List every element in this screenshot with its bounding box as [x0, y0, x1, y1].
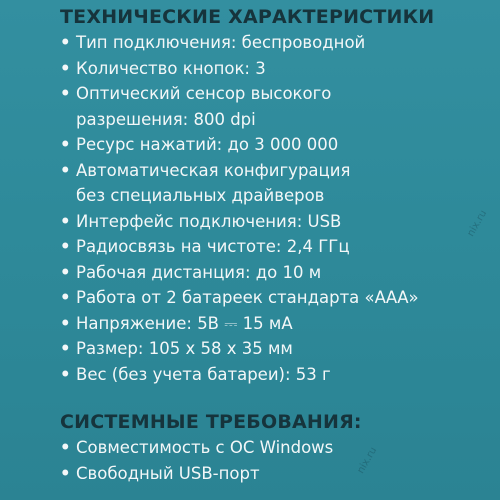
bullet-icon: •: [60, 211, 71, 231]
tech-specs-list: [60, 30, 490, 387]
tech-specs-title: ТЕХНИЧЕСКИЕ ХАРАКТЕРИСТИКИ: [60, 6, 435, 28]
bullet-icon: •: [60, 339, 71, 358]
bullet-icon: •: [60, 58, 71, 78]
spec-item: [60, 158, 490, 209]
spec-item: [60, 336, 490, 362]
system-requirements-list: [60, 435, 490, 486]
bullet-icon: •: [60, 33, 71, 52]
spec-text: Вес (без учета батареи): 53 г: [76, 364, 331, 384]
spec-text: Тип подключения: беспроводной: [76, 33, 366, 52]
spec-item: [60, 56, 490, 82]
bullet-icon: •: [60, 160, 71, 180]
system-requirements-title: СИСТЕМНЫЕ ТРЕБОВАНИЯ:: [60, 411, 362, 433]
spec-text: Напряжение: 5В ⎓ 15 мА: [76, 313, 293, 333]
bullet-icon: •: [60, 313, 71, 333]
bullet-icon: •: [60, 438, 71, 457]
bullet-icon: •: [60, 463, 71, 483]
spec-text: Автоматическая конфигурация без специальных драйверов: [76, 160, 351, 205]
spec-text: Оптический сенсор высокого разрешения: 800 dpi: [76, 84, 332, 129]
spec-item: [60, 209, 490, 235]
spec-item: [60, 234, 490, 260]
bullet-icon: •: [60, 364, 71, 384]
spec-text: Работа от 2 батареек стандарта «ААА»: [76, 288, 419, 307]
bullet-icon: •: [60, 135, 71, 154]
requirement-item: [60, 435, 490, 461]
spec-item: [60, 311, 490, 337]
requirement-text: Свободный USB-порт: [76, 463, 260, 483]
spec-text: Размер: 105 x 58 x 35 мм: [76, 339, 293, 358]
bullet-icon: •: [60, 262, 71, 282]
spec-text: Ресурс нажатий: до 3 000 000: [76, 135, 339, 154]
bullet-icon: •: [60, 237, 71, 256]
spec-text: Количество кнопок: 3: [76, 58, 266, 78]
spec-item: [60, 30, 490, 56]
spec-text: Интерфейс подключения: USB: [76, 211, 342, 231]
spec-text: Рабочая дистанция: до 10 м: [76, 262, 322, 282]
requirement-item: [60, 461, 490, 487]
spec-item: [60, 81, 490, 132]
bullet-icon: •: [60, 288, 71, 307]
spec-item: [60, 362, 490, 388]
spec-item: [60, 132, 490, 158]
bullet-icon: •: [60, 84, 71, 103]
watermark: nix.ru: [465, 208, 490, 239]
spec-text: Радиосвязь на чистоте: 2,4 ГГц: [76, 237, 350, 256]
spec-item: [60, 260, 490, 286]
watermark: nix.ru: [355, 445, 380, 476]
requirement-text: Совместимость с ОС Windows: [76, 438, 334, 457]
spec-item: [60, 285, 490, 311]
